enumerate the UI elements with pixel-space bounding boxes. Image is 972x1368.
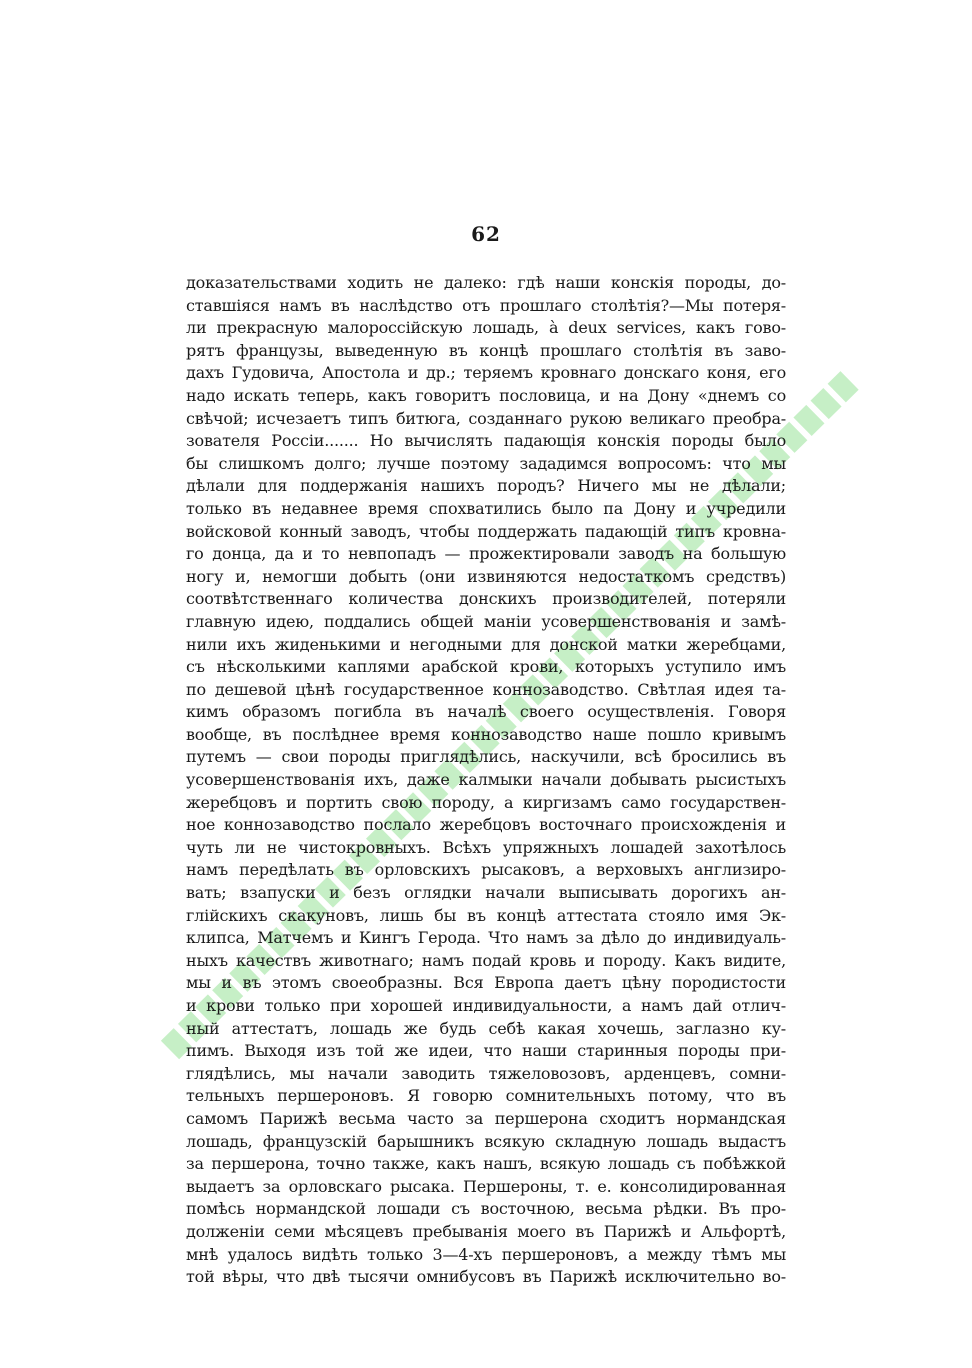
- text-line: нили ихъ жиденькими и негодными для донской матки жеребцами,: [186, 634, 786, 654]
- body-text: [186, 272, 786, 1289]
- text-line: ный аттестатъ, лошадь же будь себѣ какая хочешь, заглазно ку-: [186, 1018, 786, 1038]
- text-line: главную идею, поддались общей маніи усовершенствованія и замѣ-: [186, 611, 786, 631]
- text-line: рятъ французы, выведенную въ концѣ прошлаго столѣтія въ заво-: [186, 340, 786, 360]
- text-line: кимъ образомъ погибла въ началѣ своего осуществленія. Говоря: [186, 702, 786, 722]
- text-line: пимъ. Выходя изъ той же идеи, что наши старинныя породы при-: [186, 1041, 786, 1061]
- text-line: глядѣлись, мы начали заводить тяжеловозовъ, арденцевъ, сомни-: [186, 1063, 786, 1083]
- text-line: чуть ли не чистокровныхъ. Всѣхъ упряжныхъ лошадей захотѣлось: [186, 837, 786, 857]
- text-line: лошадь, французскій барышникъ всякую складную лошадь выдастъ: [186, 1131, 786, 1151]
- text-line: жеребцовъ и портить свою породу, а киргизамъ само государствен-: [186, 792, 786, 812]
- text-line: той вѣры, что двѣ тысячи омнибусовъ въ Парижѣ исключительно во-: [186, 1267, 786, 1287]
- text-line: мы и въ этомъ своеобразны. Вся Европа даетъ цѣну породистости: [186, 973, 786, 993]
- text-line: по дешевой цѣнѣ государственное коннозаводство. Свѣтлая идея та-: [186, 679, 786, 699]
- text-line: зователя Россіи....... Но вычислять падающія конскія породы было: [186, 431, 786, 451]
- text-line: бы слишкомъ долго; лучше поэтому зададимся вопросомъ: что мы: [186, 453, 786, 473]
- text-line: помѣсь нормандской лошади съ восточною, весьма рѣдки. Въ про-: [186, 1199, 786, 1219]
- text-line: дѣлали для поддержанія нашихъ породъ? Ничего мы не дѣлали;: [186, 476, 786, 496]
- text-line: вать; взапуски и безъ оглядки начали выписывать дорогихъ ан-: [186, 883, 786, 903]
- text-line: глійскихъ скакуновъ, лишь бы въ концѣ аттестата стояло имя Эк-: [186, 905, 786, 925]
- text-line: мнѣ удалось видѣть только 3—4-хъ першероновъ, а между тѣмъ мы: [186, 1244, 786, 1264]
- text-line: войсковой конный заводъ, чтобы поддержать падающій типъ кровна-: [186, 521, 786, 541]
- text-line: долженіи семи мѣсяцевъ пребыванія моего въ Парижѣ и Альфортѣ,: [186, 1221, 786, 1241]
- page-number: 62: [471, 222, 501, 246]
- text-line: надо искать теперь, какъ говоритъ пословица, и на Дону «днемъ со: [186, 385, 786, 405]
- text-line: и крови только при хорошей индивидуальности, а намъ дай отлич-: [186, 996, 786, 1015]
- text-line: намъ передѣлать въ орловскихъ рысаковъ, а верховыхъ англизиро-: [186, 860, 786, 880]
- text-line: ное коннозаводство послало жеребцовъ восточнаго происхожденія и: [186, 815, 786, 835]
- text-line: за першерона, точно также, какъ нашъ, всякую лошадь съ побѣжкой: [186, 1154, 786, 1174]
- text-line: го донца, да и то невпопадъ — прожектировали заводъ на большую: [186, 544, 786, 564]
- text-line: ныхъ качествъ животнаго; намъ подай кровь и породу. Какъ видите,: [186, 950, 786, 970]
- text-line: только въ недавнее время спохватились было па Дону и учредили: [186, 498, 786, 518]
- text-line: ногу и, немогши добыть (они извиняются недостаткомъ средствъ): [186, 566, 786, 586]
- text-line: ставшіяся намъ въ наслѣдство отъ прошлаго столѣтія?—Мы потеря-: [186, 295, 786, 315]
- text-line: самомъ Парижѣ весьма часто за першерона сходитъ нормандская: [186, 1108, 786, 1128]
- text-line: усовершенствованія ихъ, даже калмыки начали добывать рысистыхъ: [186, 770, 786, 790]
- text-line: дахъ Гудовича, Апостола и др.; теряемъ кровнаго донскаго коня, его: [186, 363, 786, 383]
- text-line: соотвѣтственнаго количества донскихъ производителей, потеряли: [186, 589, 786, 609]
- text-line: вообще, въ послѣднее время коннозаводство наше пошло кривымъ: [186, 724, 786, 744]
- text-line: ли прекрасную малороссійскую лошадь, à deux services, какъ гово-: [186, 318, 786, 338]
- text-line: свѣчой; исчезаетъ типъ битюга, созданнаго рукою великаго преобра-: [186, 408, 786, 428]
- text-line: клипса, Матчемъ и Кингъ Герода. Что намъ за дѣло до индивидуаль-: [186, 928, 786, 948]
- text-line: доказательствами ходить не далеко: гдѣ наши конскія породы, до-: [186, 273, 786, 292]
- text-line: тельныхъ першероновъ. Я говорю сомнительныхъ потому, что въ: [186, 1086, 786, 1106]
- text-line: путемъ — свои породы приглядѣлись, наскучили, всѣ бросились въ: [186, 747, 786, 767]
- text-line: съ нѣсколькими каплями арабской крови, которыхъ уступило имъ: [186, 657, 786, 677]
- text-line: выдаетъ за орловскаго рысака. Першероны, т. е. консолидированная: [186, 1176, 786, 1196]
